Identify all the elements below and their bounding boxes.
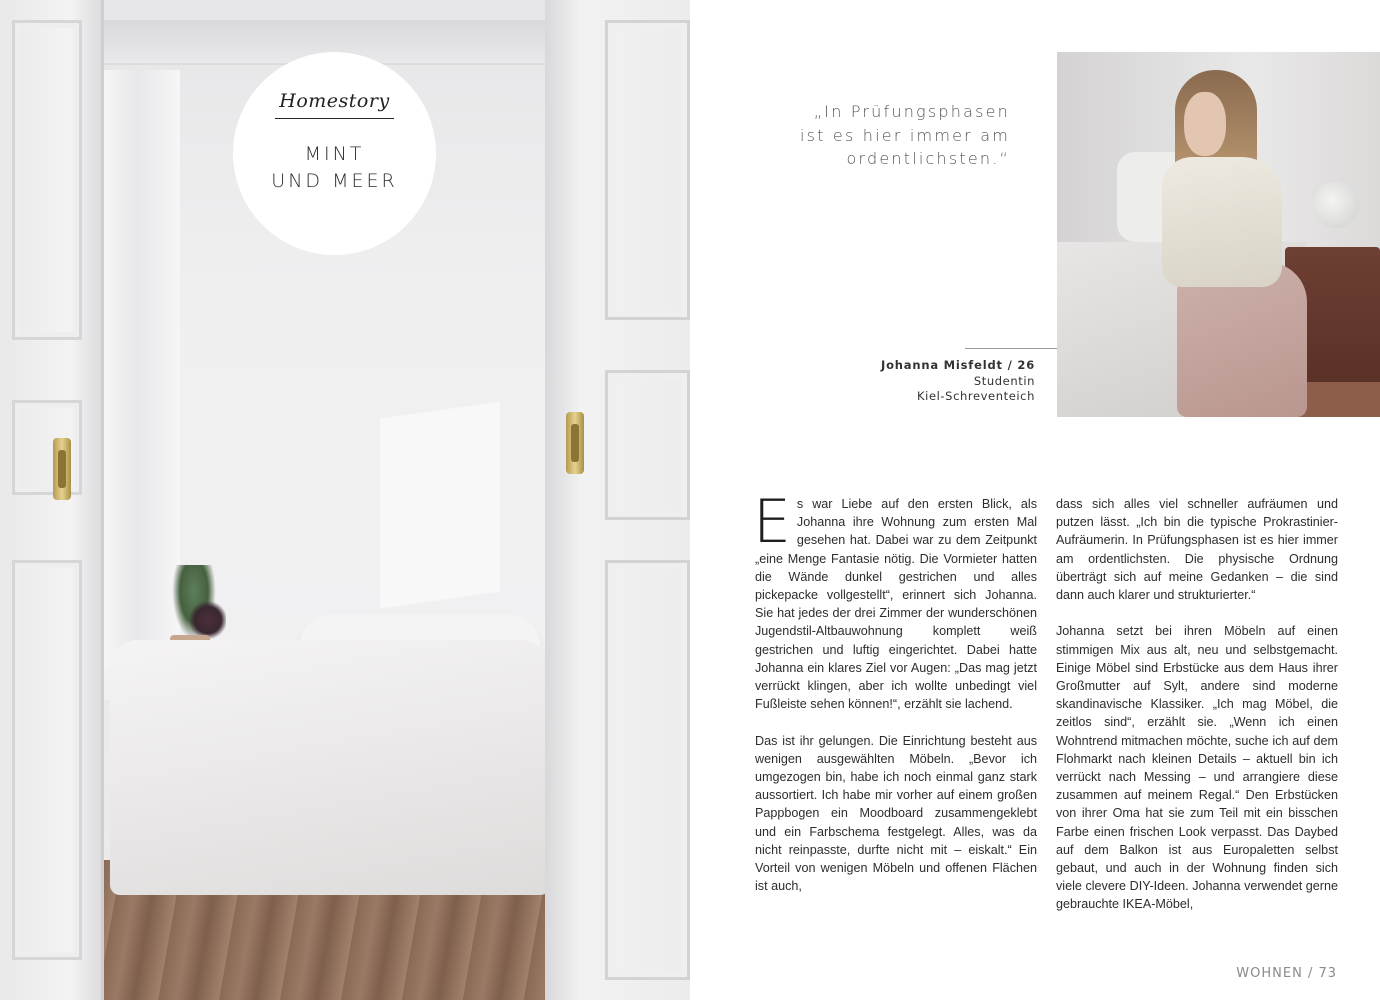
article-paragraph: dass sich alles viel schneller aufräumen und putzen lässt. „Ich bin die typische Prokrastinier-Aufräumerin. In Prüfungsphasen ist es hier immer am ordentlichsten. Die physische Ordnung überträgt sich auf meine Gedanken – die sind dann auch klarer und strukturierter.“ [1056, 497, 1338, 603]
homestory-kicker: Homestory [275, 90, 393, 119]
pull-quote-line: ist es hier immer am [799, 125, 1010, 145]
door-handle-icon [566, 412, 584, 474]
drop-cap: E [753, 487, 791, 557]
portrait-person-face [1184, 92, 1226, 156]
article-paragraph [753, 487, 1037, 713]
door-left [0, 0, 104, 1000]
door-panel [12, 400, 82, 495]
caption-occupation: Studentin [973, 373, 1035, 388]
door-panel [12, 560, 82, 960]
caption-name: Johanna Misfeldt / 26 [881, 358, 1035, 372]
plant-icon [190, 600, 226, 640]
caption-location: Kiel-Schreventeich [917, 389, 1035, 403]
bed [110, 640, 550, 895]
title-badge [233, 52, 436, 255]
article-title-line-1: MINT [304, 143, 365, 165]
pull-quote-line: „In Prüfungsphasen [813, 102, 1010, 121]
door-right [545, 0, 690, 1000]
article-paragraph: Das ist ihr gelungen. Die Einrichtung besteht aus wenigen ausgewählten Möbeln. „Bevor ich umgezogen bin, habe ich noch einmal ganz stark aussortiert. Ich habe mir vorher auf einem großen Pappbogen ein Moodboard zusammengeklebt und ein Farbschema festgelegt. Alles, was da nicht reinpasste, durfte nicht mit – eiskalt.“ Ein Vorteil von wenigen Möbeln und offenen Flächen ist auch, [755, 733, 1037, 894]
portrait-photo [1057, 52, 1380, 417]
article-column-2 [1056, 495, 1338, 932]
article-title-line-2: UND MEER [271, 170, 398, 192]
pull-quote-line: ordentlichsten.“ [846, 149, 1010, 168]
photo-caption [880, 358, 1035, 405]
door-panel [605, 370, 690, 520]
door-handle-icon [53, 438, 71, 500]
curtain [100, 70, 180, 670]
article-column-1 [753, 487, 1037, 914]
caption-divider [965, 348, 1057, 349]
paragraph-text: s war Liebe auf den ersten Blick, als Johanna ihre Wohnung zum ersten Mal gesehen hat. Dabei war zu dem Zeitpunkt „eine Menge Fantasie nötig. Die Vormieter hatten die Wände dunkel gestrichen und alles pickepacke vollgestellt“, erinnert sich Johanna. Sie hat jedes der drei Zimmer der wunderschönen Jugendstil-Altbauwohnung komplett weiß gestrichen und luftig eingerichtet. Dabei hatte Johanna ein klares Ziel vor Augen: „Das mag jetzt verrückt klingen, aber ich wollte unbedingt viel Fußleiste sehen können!“, erzählt sie lachend. [755, 497, 1037, 712]
page-folio: WOHNEN / 73 [1236, 966, 1337, 981]
article-paragraph: Johanna setzt bei ihren Möbeln auf einen stimmigen Mix aus alt, neu und selbstgemacht. Einige Möbel sind Erbstücke aus dem Haus ihrer Großmutter auf Sylt, andere sind moderne skandinavische Klassiker. „Ich mag Möbel, die zeitlos sind“, erzählt sie. „Wenn ich einen Wohntrend mitmachen möchte, suche ich auf dem Flohmarkt nach kleinen Details – aktuell bin ich verrückt nach Messing – und arrangiere diese zusammen auf meinem Regal.“ Den Erbstücken von ihrer Oma hat sie zum Teil mit ein bisschen Farbe einen frischen Look verpasst. Das Daybed auf dem Balkon ist aus Europaletten selbst gebaut, und auch in der Wohnung finden sich viele clevere DIY-Ideen. Johanna verwendet gerne gebrauchte IKEA-Möbel, [1056, 624, 1338, 912]
door-panel [605, 20, 690, 320]
portrait-person-top [1162, 157, 1282, 287]
sunlight-patch [380, 402, 500, 609]
lamp-icon [1313, 182, 1359, 228]
door-panel [12, 20, 82, 340]
door-panel [605, 560, 690, 980]
pull-quote [780, 100, 1010, 171]
